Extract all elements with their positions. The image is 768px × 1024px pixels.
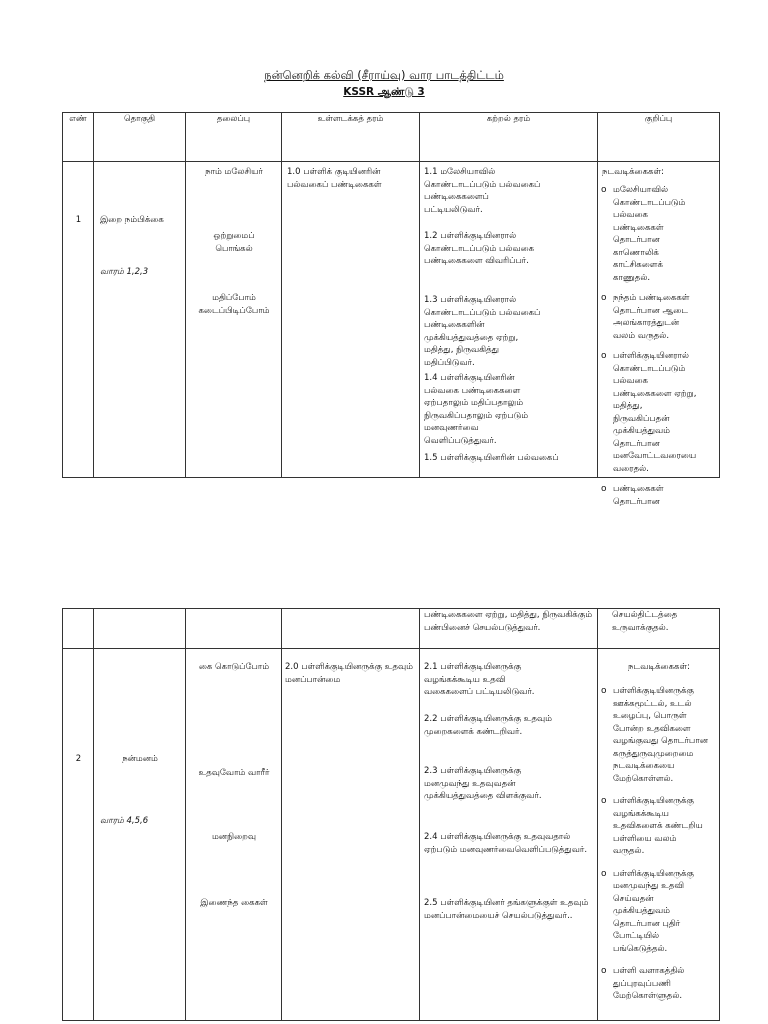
learning-standard-item: 1.5 பள்ளிக்குடியினரின் பல்வகைப் [424,453,559,463]
table-row [63,649,720,1021]
row-number: 1 [75,215,82,225]
notes-cell [598,162,720,507]
learning-standard-item: 1.1 மலேசியாவில் கொண்டாடப்படும் பல்வகைப் பண்டிகைகளைப் பட்டியலிடுவர். [424,167,541,215]
lesson-plan-table-page2 [62,608,720,1021]
empty-cell [63,609,94,649]
empty-cell [186,609,282,649]
topic-item: நாம் மலேசியர் [205,167,263,177]
list-item: o நந்தம் பண்டிகைகள் தொடர்பான ஆடை அலங்காரத்துடன் வலம் வருதல். [600,292,700,342]
list-item: o பண்டிகைகள் தொடர்பான [600,483,700,508]
notes-cell [598,649,720,1021]
list-item: o பள்ளிக்குடியினருக்கு வழங்கக்கூடிய உதவிகளைக் கண்டறிய பள்ளியை வலம் வருதல். [600,795,710,858]
topic-item: ஒற்றுமைப் பொங்கல் [213,231,255,254]
table-header-row [63,113,720,162]
lesson-plan-table-page1 [62,112,720,507]
list-item: o பள்ளிக்குடியினரால் கொண்டாடப்படும் பல்வகை பண்டிகைகளை ஏற்று, மதித்து, நிருவகிப்பதன் முக்கியத்துவம் தொடர்பான மனவோட்டவரையை வரைதல். [600,350,700,475]
content-standard: 2.0 பள்ளிக்குடியினருக்கு உதவும் மனப்பான்மை [285,662,414,685]
list-item: o மலேசியாவில் கொண்டாடப்படும் பல்வகை பண்டிகைகள் தொடர்பான காணொலிக் காட்சிகளைக் காணுதல். [600,184,700,284]
list-item: o பள்ளி வளாகத்தில் துப்புரவுப்பணி மேற்கொள்ளுதல். [600,965,710,1003]
learning-standard-item: 2.1 பள்ளிக்குடியினருக்கு வழங்கக்கூடிய உதவி வகைகளைப் பட்டியலிடுவர். [424,662,535,697]
notes-continued: செயல்திட்டத்தை உருவாக்குதல். [612,610,678,633]
activities-list [600,685,710,1003]
topic-item: இணைந்த கைகள் [200,898,268,908]
header-module: தொகுதி [94,113,186,162]
week-label: வாரம் 1,2,3 [100,267,149,277]
row-number-cell [63,649,94,1021]
activities-heading: நடவடிக்கைகள்: [627,662,690,672]
empty-cell [282,609,420,649]
notes-continuation-cell [598,609,720,649]
module-name: நன்மனம் [122,754,158,764]
topic-item: மதிப்போம் கடைப்பிடிப்போம் [198,293,270,316]
table-row [63,162,720,478]
learning-standard-cell [420,162,598,478]
document-subtitle: KSSR ஆண்டு 3 [343,86,425,98]
list-item: o பள்ளிக்குடியினருக்கு ஊக்கமூட்டல், உடல் உழைப்பு, பொருள் போன்ற உதவிகளை வழங்குவது தொடர்பான கருத்துருவுமுறைமை நடவடிக்கையை மேற்கொள்ளல். [600,685,710,785]
topic-item: கை கொடுப்போம் [198,662,270,672]
document-title: நன்னெறிக் கல்வி (சீராய்வு) வார பாடத்திட்டம் [264,68,504,82]
topic-item: உதவுவோம் வாரீர் [198,768,270,778]
learning-standard-item: 2.5 பள்ளிக்குடியினர் தங்களுக்குள் உதவும் மனப்பான்மையைச் செயல்படுத்துவர்.. [424,898,589,921]
learning-standard-item: 2.4 பள்ளிக்குடியினருக்கு உதவுவதால் ஏற்படும் மனவுணர்வைவெளிப்படுத்துவர். [424,832,588,855]
header-topic: தலைப்பு [186,113,282,162]
learning-standard-continued: பண்டிகைகளை ஏற்று, மதித்து, நிருவகிக்கும் பண்பினைச் செயல்படுத்துவர். [424,610,593,633]
module-cell [94,649,186,1021]
topic-cell [186,649,282,1021]
row-number: 2 [75,754,82,764]
content-standard-cell [282,162,420,478]
header-notes: குறிப்பு [598,113,720,162]
learning-standard-item: 1.3 பள்ளிக்குடியினரால் கொண்டாடப்படும் பல்வகைப் பண்டிகைகளின் முக்கியத்துவத்தை ஏற்று, மதித்து, நிருவகித்து மதிப்பிடுவர். [424,295,541,368]
learning-standard-item: 2.3 பள்ளிக்குடியினருக்கு மனமுவந்து உதவுவதன் முக்கியத்துவத்தை விளக்குவர். [424,766,542,801]
topic-item: மனநிறைவு [211,832,257,842]
module-cell [94,162,186,478]
module-name: இறை நம்பிக்கை [100,215,164,225]
content-standard: 1.0 பள்ளிக் குடியினரின் பல்வகைப் பண்டிகைகள் [287,167,382,190]
header-learning-standard: கற்றல் தரம் [420,113,598,162]
list-item: o பள்ளிக்குடியினருக்கு மனமுவந்து உதவி செய்வதன் முக்கியத்துவம் தொடர்பான புதிர் போட்டியில் பங்கெடுத்தல். [600,868,710,956]
empty-cell [94,609,186,649]
row-number-cell [63,162,94,478]
learning-standard-cell [420,649,598,1021]
learning-continuation-cell [420,609,598,649]
header-content-standard: உள்ளடக்கத் தரம் [282,113,420,162]
learning-standard-item: 2.2 பள்ளிக்குடியினருக்கு உதவும் முறைகளைக் கண்டறிவர். [424,714,553,737]
learning-standard-item: 1.4 பள்ளிக்குடியினரின் பல்வகை பண்டிகைகளை ஏற்பதாலும் மதிப்பதாலும் நிருவகிப்பதாலும் ஏற்படும் மனவுணர்வை வெளிப்படுத்துவர். [424,373,529,446]
activities-list [600,184,700,508]
topic-cell [186,162,282,478]
activities-heading: நடவடிக்கைகள்: [602,167,665,177]
content-standard-cell [282,649,420,1021]
header-number: எண் [63,113,94,162]
learning-standard-item: 1.2 பள்ளிக்குடியினரால் கொண்டாடப்படும் பல்வகை பண்டிகைகளை விவரிப்பர். [424,231,535,266]
table-row-continuation [63,609,720,649]
week-label: வாரம் 4,5,6 [100,816,149,826]
